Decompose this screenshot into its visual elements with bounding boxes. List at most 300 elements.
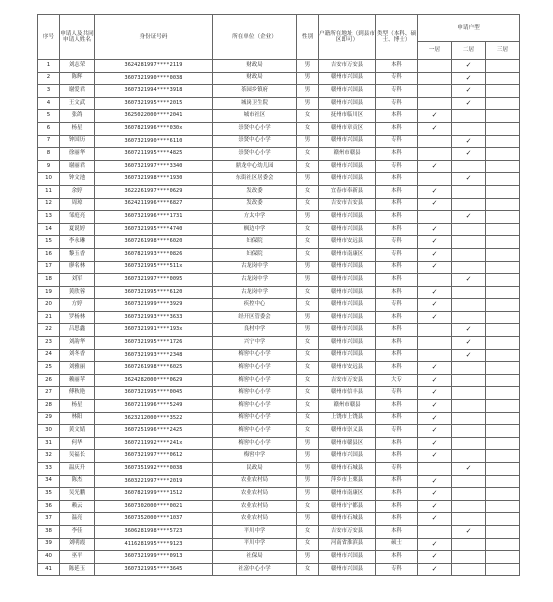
cell-gender: 女	[297, 400, 319, 413]
cell-unit: 妇保院	[213, 248, 297, 261]
cell-apt-2	[452, 349, 486, 362]
cell-apt-3	[486, 437, 520, 450]
cell-apt-3	[486, 337, 520, 350]
table-row	[38, 311, 520, 324]
cell-apt-2	[452, 525, 486, 538]
table-row	[38, 148, 520, 161]
cell-apt-1	[418, 148, 452, 161]
cell-name: 周琼	[60, 198, 95, 211]
cell-id: 3606281998****5723	[95, 525, 213, 538]
cell-apt-2	[452, 374, 486, 387]
cell-name: 杨星	[60, 400, 95, 413]
cell-hukou: 赣州市赣县	[319, 148, 376, 161]
cell-apt-1	[418, 563, 452, 576]
cell-name: 李永琳	[60, 236, 95, 249]
cell-apt-2	[452, 311, 486, 324]
cell-gender: 男	[297, 60, 319, 73]
cell-id: 3603221997****2019	[95, 475, 213, 488]
cell-name: 廖名林	[60, 261, 95, 274]
cell-unit: 城市社区	[213, 110, 297, 123]
cell-name: 林阳	[60, 412, 95, 425]
cell-apt-3	[486, 463, 520, 476]
cell-seq: 18	[38, 274, 60, 287]
cell-seq: 14	[38, 223, 60, 236]
table-row	[38, 400, 520, 413]
cell-unit: 农业农村局	[213, 488, 297, 501]
cell-gender: 女	[297, 248, 319, 261]
cell-unit: 平川中学	[213, 538, 297, 551]
table-row	[38, 261, 520, 274]
cell-apt-3	[486, 450, 520, 463]
check-mark-icon: ✓	[431, 451, 438, 460]
cell-edu: 本科	[376, 362, 418, 375]
cell-hukou: 赣州市兴国县	[319, 160, 376, 173]
cell-unit: 财政局	[213, 72, 297, 85]
cell-gender: 女	[297, 160, 319, 173]
check-mark-icon: ✓	[431, 111, 438, 120]
check-mark-icon: ✓	[465, 275, 472, 284]
cell-hukou: 赣州市兴国县	[319, 563, 376, 576]
cell-seq: 16	[38, 248, 60, 261]
cell-id: 3622261997****0629	[95, 185, 213, 198]
cell-apt-2	[452, 538, 486, 551]
check-mark-icon: ✓	[431, 224, 438, 233]
cell-seq: 15	[38, 236, 60, 249]
table-row	[38, 110, 520, 123]
cell-apt-1	[418, 198, 452, 211]
cell-name: 徐丽华	[60, 148, 95, 161]
cell-edu: 本科	[376, 488, 418, 501]
cell-seq: 8	[38, 148, 60, 161]
cell-unit: 平川中学	[213, 525, 297, 538]
cell-hukou: 河南省淮滨县	[319, 538, 376, 551]
cell-apt-1	[418, 513, 452, 526]
cell-unit: 良村中学	[213, 324, 297, 337]
cell-unit: 农业农村局	[213, 500, 297, 513]
cell-name: 刘韵华	[60, 337, 95, 350]
cell-id: 3607321999****3929	[95, 299, 213, 312]
cell-gender: 女	[297, 387, 319, 400]
cell-apt-1	[418, 525, 452, 538]
cell-apt-3	[486, 211, 520, 224]
cell-name: 赖丽苹	[60, 374, 95, 387]
table-row	[38, 349, 520, 362]
cell-unit: 梅窖中心小学	[213, 437, 297, 450]
cell-id: 3607211992****241x	[95, 437, 213, 450]
cell-gender: 女	[297, 425, 319, 438]
cell-edu: 本科	[376, 60, 418, 73]
cell-id: 3607321996****1731	[95, 211, 213, 224]
cell-apt-3	[486, 349, 520, 362]
cell-id: 3607321995****6120	[95, 286, 213, 299]
check-mark-icon: ✓	[431, 552, 438, 561]
cell-id: 3607321997****3340	[95, 160, 213, 173]
check-mark-icon: ✓	[465, 73, 472, 82]
cell-seq: 21	[38, 311, 60, 324]
check-mark-icon: ✓	[431, 262, 438, 271]
cell-edu: 专科	[376, 160, 418, 173]
cell-apt-1	[418, 248, 452, 261]
cell-edu: 专科	[376, 72, 418, 85]
cell-apt-2	[452, 211, 486, 224]
cell-seq: 4	[38, 97, 60, 110]
cell-hukou: 赣州市兴国县	[319, 311, 376, 324]
cell-id: 3623212000****3522	[95, 412, 213, 425]
cell-hukou: 赣州市崇义县	[319, 425, 376, 438]
cell-apt-2	[452, 274, 486, 287]
check-mark-icon: ✓	[431, 199, 438, 208]
header-id: 身份证号码	[95, 15, 213, 60]
cell-apt-3	[486, 425, 520, 438]
cell-unit: 崇贤中心小学	[213, 148, 297, 161]
cell-apt-3	[486, 563, 520, 576]
cell-unit: 崇贤中心小学	[213, 122, 297, 135]
cell-id: 3607321990****0038	[95, 72, 213, 85]
cell-name: 邹庭亮	[60, 211, 95, 224]
cell-hukou: 上饶市上饶县	[319, 412, 376, 425]
cell-apt-1	[418, 72, 452, 85]
check-mark-icon: ✓	[431, 249, 438, 258]
cell-unit: 兴宁中学	[213, 337, 297, 350]
check-mark-icon: ✓	[431, 426, 438, 435]
cell-unit: 疾控中心	[213, 299, 297, 312]
cell-apt-3	[486, 412, 520, 425]
check-mark-icon: ✓	[431, 300, 438, 309]
cell-edu: 专科	[376, 97, 418, 110]
cell-name: 李佳	[60, 525, 95, 538]
cell-id: 3624211996****6827	[95, 198, 213, 211]
header-hukou: 户籍所在地址（到县市区即可）	[319, 15, 376, 60]
cell-edu: 本科	[376, 261, 418, 274]
cell-name: 方婷	[60, 299, 95, 312]
table-row	[38, 500, 520, 513]
table-row	[38, 525, 520, 538]
cell-gender: 女	[297, 185, 319, 198]
cell-apt-3	[486, 387, 520, 400]
table-row	[38, 374, 520, 387]
check-mark-icon: ✓	[465, 174, 472, 183]
cell-unit: 社保局	[213, 551, 297, 564]
cell-unit: 财政局	[213, 60, 297, 73]
cell-apt-2	[452, 135, 486, 148]
table-row	[38, 223, 520, 236]
check-mark-icon: ✓	[431, 564, 438, 573]
cell-apt-1	[418, 324, 452, 337]
cell-gender: 女	[297, 110, 319, 123]
cell-apt-2	[452, 160, 486, 173]
check-mark-icon: ✓	[431, 363, 438, 372]
cell-unit: 城岗卫生院	[213, 97, 297, 110]
cell-hukou: 萍乡市上栗县	[319, 475, 376, 488]
cell-hukou: 赣州市兴国县	[319, 450, 376, 463]
cell-apt-1	[418, 185, 452, 198]
table-row	[38, 97, 520, 110]
table-header	[38, 15, 520, 60]
cell-unit: 民政局	[213, 463, 297, 476]
cell-id: 4116281995****9123	[95, 538, 213, 551]
cell-apt-3	[486, 248, 520, 261]
check-mark-icon: ✓	[465, 350, 472, 359]
cell-hukou: 赣州市宁都县	[319, 500, 376, 513]
cell-seq: 27	[38, 387, 60, 400]
cell-apt-2	[452, 551, 486, 564]
table-row	[38, 299, 520, 312]
cell-seq: 36	[38, 500, 60, 513]
cell-edu: 本科	[376, 412, 418, 425]
cell-hukou: 赣州市兴国县	[319, 286, 376, 299]
table-row	[38, 274, 520, 287]
cell-id: 3607321995****2015	[95, 97, 213, 110]
check-mark-icon: ✓	[465, 325, 472, 334]
cell-edu: 本科	[376, 185, 418, 198]
check-mark-icon: ✓	[465, 463, 472, 472]
cell-hukou: 赣州市兴国县	[319, 223, 376, 236]
cell-edu: 本科	[376, 475, 418, 488]
cell-hukou: 吉安市万安县	[319, 525, 376, 538]
cell-apt-1	[418, 211, 452, 224]
cell-apt-2	[452, 148, 486, 161]
cell-apt-1	[418, 337, 452, 350]
check-mark-icon: ✓	[465, 526, 472, 535]
cell-seq: 5	[38, 110, 60, 123]
cell-hukou: 赣州市石城县	[319, 463, 376, 476]
header-apt-2: 二居	[452, 42, 486, 60]
cell-seq: 25	[38, 362, 60, 375]
cell-gender: 男	[297, 513, 319, 526]
cell-apt-1	[418, 173, 452, 186]
cell-hukou: 吉安市万安县	[319, 374, 376, 387]
cell-apt-1	[418, 349, 452, 362]
cell-apt-3	[486, 160, 520, 173]
cell-unit: 古龙岗中学	[213, 274, 297, 287]
table-row	[38, 173, 520, 186]
check-mark-icon: ✓	[431, 287, 438, 296]
cell-hukou: 吉安市吉安县	[319, 198, 376, 211]
check-mark-icon: ✓	[465, 136, 472, 145]
cell-apt-2	[452, 400, 486, 413]
cell-gender: 男	[297, 211, 319, 224]
table-row	[38, 286, 520, 299]
cell-apt-1	[418, 274, 452, 287]
table-row	[38, 563, 520, 576]
cell-apt-1	[418, 425, 452, 438]
cell-seq: 23	[38, 337, 60, 350]
table-row	[38, 236, 520, 249]
cell-name: 黄文婧	[60, 425, 95, 438]
table-row	[38, 425, 520, 438]
cell-name: 谢爱君	[60, 85, 95, 98]
table-row	[38, 60, 520, 73]
cell-unit: 梅窖中心小学	[213, 425, 297, 438]
cell-gender: 女	[297, 525, 319, 538]
cell-gender: 男	[297, 463, 319, 476]
cell-edu: 本科	[376, 513, 418, 526]
cell-unit: 枫边中学	[213, 223, 297, 236]
cell-gender: 女	[297, 148, 319, 161]
check-mark-icon: ✓	[431, 186, 438, 195]
cell-id: 3624282000****0629	[95, 374, 213, 387]
table-row	[38, 337, 520, 350]
cell-name: 王文武	[60, 97, 95, 110]
cell-hukou: 赣州市兴国县	[319, 173, 376, 186]
cell-gender: 男	[297, 173, 319, 186]
cell-apt-3	[486, 488, 520, 501]
cell-apt-3	[486, 85, 520, 98]
cell-apt-1	[418, 400, 452, 413]
cell-seq: 10	[38, 173, 60, 186]
cell-unit: 妇保院	[213, 236, 297, 249]
cell-apt-3	[486, 185, 520, 198]
cell-name: 刘军	[60, 274, 95, 287]
cell-name: 钟文池	[60, 173, 95, 186]
cell-apt-1	[418, 60, 452, 73]
cell-apt-1	[418, 475, 452, 488]
cell-id: 3607321995****511x	[95, 261, 213, 274]
cell-apt-1	[418, 450, 452, 463]
table-row	[38, 160, 520, 173]
cell-apt-2	[452, 173, 486, 186]
applicant-list-sheet	[37, 14, 519, 576]
cell-edu: 本科	[376, 450, 418, 463]
cell-gender: 女	[297, 412, 319, 425]
cell-unit: 方太中学	[213, 211, 297, 224]
cell-name: 张鸽	[60, 110, 95, 123]
cell-gender: 男	[297, 97, 319, 110]
cell-apt-3	[486, 286, 520, 299]
cell-apt-2	[452, 72, 486, 85]
cell-hukou: 赣州市兴国县	[319, 85, 376, 98]
cell-apt-1	[418, 261, 452, 274]
table-row	[38, 122, 520, 135]
cell-gender: 男	[297, 450, 319, 463]
cell-unit: 古龙岗中学	[213, 286, 297, 299]
cell-edu: 专科	[376, 248, 418, 261]
cell-edu: 本科	[376, 311, 418, 324]
cell-id: 3607321995****4740	[95, 223, 213, 236]
cell-apt-2	[452, 185, 486, 198]
cell-edu: 本科	[376, 110, 418, 123]
cell-edu: 本科	[376, 148, 418, 161]
cell-unit: 崇贤中心小学	[213, 135, 297, 148]
cell-unit: 鼎龙中心幼儿园	[213, 160, 297, 173]
cell-hukou: 赣州市兴国县	[319, 299, 376, 312]
cell-hukou: 赣州市石城县	[319, 513, 376, 526]
cell-seq: 12	[38, 198, 60, 211]
cell-apt-1	[418, 122, 452, 135]
cell-apt-2	[452, 261, 486, 274]
cell-seq: 38	[38, 525, 60, 538]
cell-apt-2	[452, 362, 486, 375]
cell-edu: 本科	[376, 400, 418, 413]
cell-seq: 2	[38, 72, 60, 85]
cell-apt-1	[418, 160, 452, 173]
applicant-table	[37, 14, 520, 576]
table-row	[38, 437, 520, 450]
table-row	[38, 248, 520, 261]
cell-edu: 专科	[376, 463, 418, 476]
cell-edu: 本科	[376, 500, 418, 513]
cell-hukou: 赣州市兴国县	[319, 97, 376, 110]
cell-seq: 35	[38, 488, 60, 501]
check-mark-icon: ✓	[465, 212, 472, 221]
cell-edu: 本科	[376, 437, 418, 450]
cell-id: 3607321995****0045	[95, 387, 213, 400]
cell-gender: 女	[297, 286, 319, 299]
cell-name: 巫平	[60, 551, 95, 564]
cell-apt-2	[452, 488, 486, 501]
cell-name: 黎玉香	[60, 248, 95, 261]
cell-gender: 男	[297, 311, 319, 324]
cell-gender: 男	[297, 72, 319, 85]
cell-id: 3607321995****3645	[95, 563, 213, 576]
cell-hukou: 赣州市南康区	[319, 488, 376, 501]
cell-apt-1	[418, 85, 452, 98]
cell-unit: 古龙岗中学	[213, 261, 297, 274]
cell-gender: 男	[297, 551, 319, 564]
header-apartment-type: 申请户型	[418, 15, 520, 42]
cell-apt-3	[486, 148, 520, 161]
cell-apt-3	[486, 311, 520, 324]
cell-gender: 男	[297, 488, 319, 501]
cell-apt-1	[418, 223, 452, 236]
check-mark-icon: ✓	[431, 489, 438, 498]
check-mark-icon: ✓	[431, 161, 438, 170]
cell-unit: 梅窖中心小学	[213, 349, 297, 362]
cell-id: 3607821993****0826	[95, 248, 213, 261]
cell-apt-3	[486, 274, 520, 287]
cell-edu: 专科	[376, 135, 418, 148]
table-row	[38, 185, 520, 198]
cell-name: 吕思鑫	[60, 324, 95, 337]
table-row	[38, 513, 520, 526]
cell-id: 3607321993****2348	[95, 349, 213, 362]
cell-gender: 女	[297, 563, 319, 576]
cell-apt-3	[486, 173, 520, 186]
cell-unit: 梅窖中学	[213, 450, 297, 463]
cell-seq: 29	[38, 412, 60, 425]
table-body	[38, 60, 520, 576]
cell-id: 3607321993****3633	[95, 311, 213, 324]
cell-apt-3	[486, 60, 520, 73]
table-row	[38, 412, 520, 425]
cell-edu: 本科	[376, 173, 418, 186]
cell-seq: 22	[38, 324, 60, 337]
cell-hukou: 赣州市章贡区	[319, 122, 376, 135]
cell-seq: 19	[38, 286, 60, 299]
cell-apt-1	[418, 236, 452, 249]
cell-id: 3625022000****2041	[95, 110, 213, 123]
cell-seq: 37	[38, 513, 60, 526]
cell-apt-1	[418, 299, 452, 312]
cell-name: 刘冬香	[60, 349, 95, 362]
cell-name: 余婷	[60, 185, 95, 198]
cell-seq: 7	[38, 135, 60, 148]
cell-apt-2	[452, 286, 486, 299]
table-row	[38, 198, 520, 211]
cell-id: 3607321991****193x	[95, 324, 213, 337]
cell-apt-3	[486, 513, 520, 526]
cell-name: 陈辉	[60, 72, 95, 85]
cell-seq: 17	[38, 261, 60, 274]
cell-apt-2	[452, 412, 486, 425]
cell-seq: 24	[38, 349, 60, 362]
cell-edu: 专科	[376, 85, 418, 98]
cell-edu: 本科	[376, 198, 418, 211]
cell-name: 陈杰	[60, 475, 95, 488]
cell-unit: 发改委	[213, 185, 297, 198]
cell-apt-2	[452, 337, 486, 350]
cell-name: 夏说婷	[60, 223, 95, 236]
